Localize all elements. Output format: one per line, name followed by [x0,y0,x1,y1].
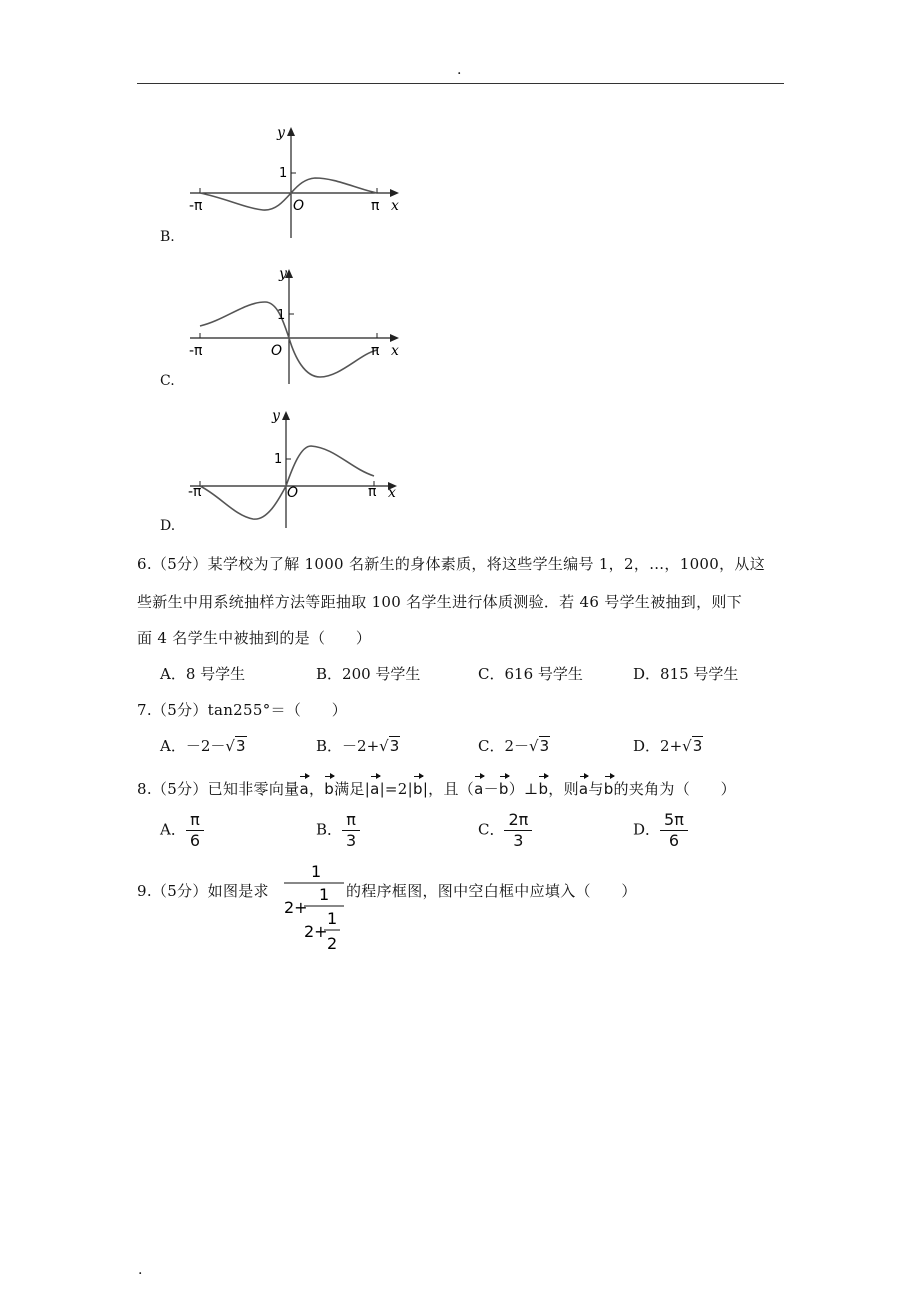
q6-choice-d: D．815 号学生 [633,665,739,683]
q6-choice-a: A．8 号学生 [160,665,246,683]
svg-text:1: 1 [311,862,322,881]
origin-label: O [271,343,283,359]
x-tick-pi: π [368,484,377,500]
origin-label: O [287,485,299,501]
q6-line-3: 面 4 名学生中被抽到的是（ ） [137,629,372,647]
graph-option-c [185,262,415,387]
q7-choice-a: A．－2－√3 [160,737,246,755]
y-tick-one: 1 [279,166,288,181]
x-tick-neg-pi: -π [189,198,203,214]
q8-stem: 8.（5分）已知非零向量a，b满足|a|=2|b|，且（a－b）⊥b，则a与b的夹角为（ ） [137,772,736,799]
q6-line-2: 些新生中用系统抽样方法等距抽取 100 名学生进行体质测验．若 46 号学生被抽到，则下 [137,593,742,611]
x-axis-label: x [391,198,399,214]
svg-text:1: 1 [327,909,338,928]
y-axis-label: y [279,266,287,282]
graph-option-d [185,406,415,531]
svg-text:1: 1 [319,885,330,904]
graph-option-b [185,122,415,242]
x-axis-label: x [391,343,399,359]
svg-text:2: 2 [327,934,338,953]
header-rule [137,83,784,84]
q6-choice-c: C．616 号学生 [478,665,583,683]
choice-label: C． [478,737,505,755]
svg-text:2+: 2+ [284,898,308,917]
choice-label: B． [316,737,343,755]
q7-stem: 7.（5分）tan255°＝（ ） [137,701,348,719]
option-d-label: D. [160,518,176,534]
x-tick-pi: π [371,198,380,214]
q9-stem-start: 9.（5分）如图是求 [137,882,269,900]
x-tick-pi: π [371,343,380,359]
q9-stem-end: 的程序框图，图中空白框中应填入（ ） [346,882,637,900]
y-axis-label: y [272,408,280,424]
q7-choice-b: B．－2+√3 [316,737,400,755]
origin-label: O [293,198,305,214]
q8-choice-b: B． $\frac{\pi}{3}$ [316,810,360,851]
q7-choice-c: C．2－√3 [478,737,550,755]
option-c-label: C. [160,373,175,389]
y-tick-one: 1 [274,452,283,467]
x-tick-neg-pi: -π [188,484,202,500]
q8-choice-c: C． $\frac{2\pi}{3}$ [478,810,532,851]
y-axis-label: y [277,125,285,141]
q6-choice-b: B．200 号学生 [316,665,421,683]
x-tick-neg-pi: -π [189,343,203,359]
q6-line-1: 6.（5分）某学校为了解 1000 名新生的身体素质，将这些学生编号 1，2，…，1000，从这 [137,555,765,573]
q8-choice-a: A． $\frac{\pi}{6}$ [160,810,204,851]
q7-choice-d: D．2+√3 [633,737,703,755]
q9-continued-fraction [282,860,348,954]
choice-label: A． [160,737,186,755]
y-tick-one: 1 [277,308,286,323]
x-axis-label: x [388,485,396,501]
choice-label: D． [633,737,661,755]
footer-dot: . [138,1262,143,1278]
option-b-label: B. [160,229,175,245]
svg-text:2+: 2+ [304,922,328,941]
q8-choice-d: D． $\frac{5\pi}{6}$ [633,810,688,851]
header-dot: . [457,62,462,78]
